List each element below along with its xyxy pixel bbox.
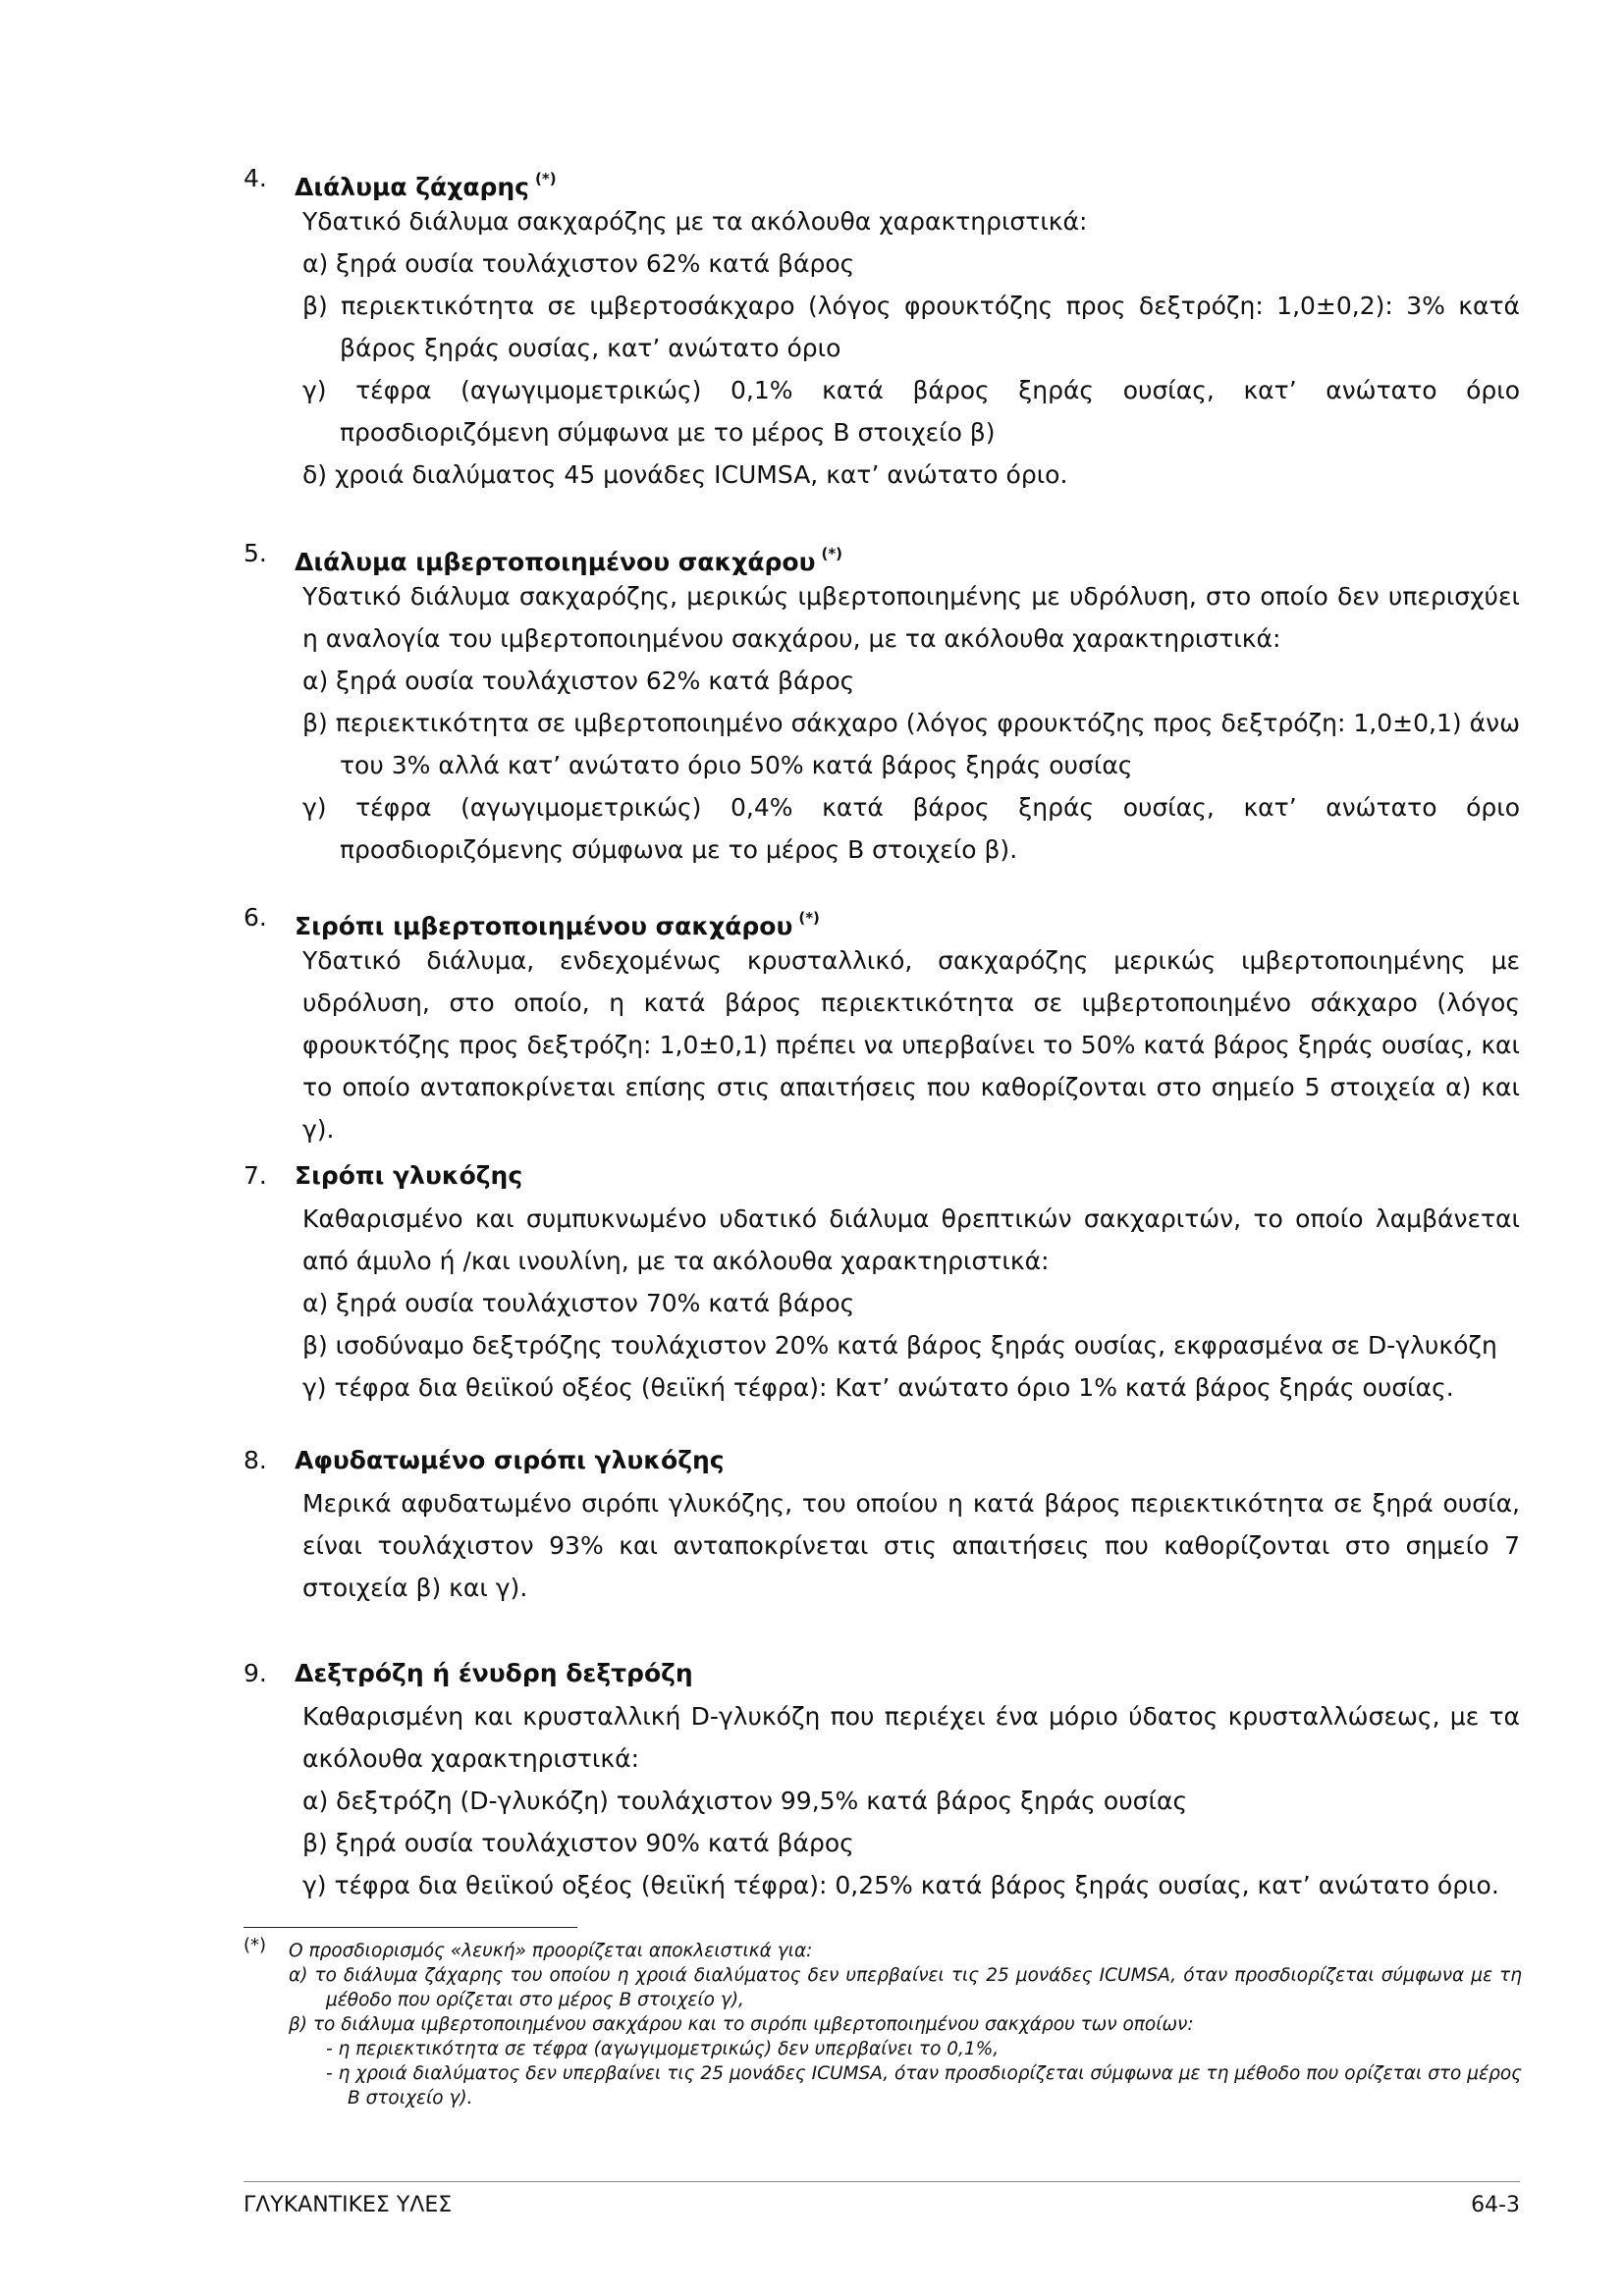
section-9 [244, 1652, 1520, 1906]
section-heading [244, 157, 1520, 200]
section-number: 7. [244, 1161, 267, 1190]
section-title: Αφυδατωμένο σιρόπι γλυκόζης [295, 1446, 725, 1474]
page-number: 64-3 [1471, 2193, 1520, 2217]
section-heading [244, 1439, 1520, 1482]
section-4 [244, 157, 1520, 496]
footnote-intro: Ο προσδιορισμός «λευκή» προορίζεται αποκλειστικά για: [289, 1941, 813, 1961]
list-item: β) περιεκτικότητα σε ιμβερτοσάκχαρο (λόγος φρουκτόζης προς δεξτρόζη: 1,0±0,2): 3% κατά βάρος ξηράς ουσίας, κατ’ ανώτατο όριο [302, 292, 1520, 362]
list-item: δ) χροιά διαλύματος 45 μονάδες ICUMSA, κατ’ ανώτατο όριο. [302, 460, 1068, 489]
section-heading [244, 1652, 1520, 1695]
footnote-marker: (*) [798, 909, 820, 927]
footnote [244, 1935, 1522, 2110]
list-item: α) ξηρά ουσία τουλάχιστον 62% κατά βάρος [302, 667, 855, 695]
section-5 [244, 532, 1520, 871]
list-item: γ) τέφρα (αγωγιμομετρικώς) 0,1% κατά βάρος ξηράς ουσίας, κατ’ ανώτατο όριο προσδιοριζόμενη σύμφωνα με το μέρος Β στοιχείο β) [302, 376, 1520, 447]
section-7 [244, 1154, 1520, 1409]
footer-divider [244, 2181, 1520, 2182]
section-number: 9. [244, 1659, 267, 1687]
list-item: γ) τέφρα δια θειϊκού οξέος (θειϊκή τέφρα): Κατ’ ανώτατο όριο 1% κατά βάρος ξηράς ουσίας. [302, 1373, 1454, 1402]
footnote-divider [244, 1927, 577, 1928]
footnote-marker: (*) [821, 545, 843, 562]
footnote-item: β) το διάλυμα ιμβερτοποιημένου σακχάρου και το σιρόπι ιμβερτοποιημένου σακχάρου των οποίων: [289, 2014, 1194, 2035]
list-item: β) ισοδύναμο δεξτρόζης τουλάχιστον 20% κατά βάρος ξηράς ουσίας, εκφρασμένα σε D-γλυκόζη [302, 1331, 1497, 1360]
section-6 [244, 896, 1520, 1150]
section-number: 4. [244, 164, 267, 192]
list-item: β) περιεκτικότητα σε ιμβερτοποιημένο σάκχαρο (λόγος φρουκτόζης προς δεξτρόζη: 1,0±0,1) άνω του 3% αλλά κατ’ ανώτατο όριο 50% κατά βάρος ξηράς ουσίας [302, 709, 1520, 779]
section-intro: Υδατικό διάλυμα σακχαρόζης, μερικώς ιμβερτοποιημένης με υδρόλυση, στο οποίο δεν υπερισχύει η αναλογία του ιμβερτοποιημένου σακχάρου, με τα ακόλουθα χαρακτηριστικά: [302, 582, 1520, 653]
footnote-subitem: - η χροιά διαλύματος δεν υπερβαίνει τις 25 μονάδες ICUMSA, όταν προσδιορίζεται σύμφωνα με τη μέθοδο που ορίζεται στο μέρος Β στοιχείο γ). [326, 2063, 1522, 2109]
section-heading [244, 532, 1520, 575]
footer-chapter-title: ΓΛΥΚΑΝΤΙΚΕΣ ΥΛΕΣ [244, 2193, 453, 2217]
list-item: γ) τέφρα δια θειϊκού οξέος (θειϊκή τέφρα): 0,25% κατά βάρος ξηράς ουσίας, κατ’ ανώτατο όριο. [302, 1871, 1499, 1899]
section-title: Σιρόπι γλυκόζης [295, 1161, 523, 1190]
section-intro: Καθαρισμένη και κρυσταλλική D-γλυκόζη που περιέχει ένα μόριο ύδατος κρυσταλλώσεως, με τα ακόλουθα χαρακτηριστικά: [302, 1702, 1520, 1773]
section-body: Μερικά αφυδατωμένο σιρόπι γλυκόζης, του οποίου η κατά βάρος περιεκτικότητα σε ξηρά ουσία, είναι τουλάχιστον 93% και ανταποκρίνεται στις απαιτήσεις που καθορίζονται στο σημείο 7 στοιχεία β) και γ). [302, 1489, 1520, 1602]
section-heading [244, 1154, 1520, 1198]
section-title: Δεξτρόζη ή ένυδρη δεξτρόζη [295, 1659, 693, 1687]
footnote-item: α) το διάλυμα ζάχαρης του οποίου η χροιά διαλύματος δεν υπερβαίνει τις 25 μονάδες ICUMSA, όταν προσδιορίζεται σύμφωνα με τη μέθοδο που ορίζεται στο μέρος Β στοιχείο γ), [289, 1965, 1522, 2010]
section-body: Υδατικό διάλυμα, ενδεχομένως κρυσταλλικό, σακχαρόζης μερικώς ιμβερτοποιημένης με υδρόλυση, στο οποίο, η κατά βάρος περιεκτικότητα σε ιμβερτοποιημένο σάκχαρο (λόγος φρουκτόζης προς δεξτρόζη: 1,0±0,1) πρέπει να υπερβαίνει το 50% κατά βάρος ξηράς ουσίας, και το οποίο ανταποκρίνεται επίσης στις απαιτήσεις που καθορίζονται στο σημείο 5 στοιχεία α) και γ). [302, 946, 1520, 1144]
list-item: β) ξηρά ουσία τουλάχιστον 90% κατά βάρος [302, 1829, 854, 1857]
section-8 [244, 1439, 1520, 1609]
footnote-subitem: - η περιεκτικότητα σε τέφρα (αγωγιμομετρικώς) δεν υπερβαίνει το 0,1%, [326, 2039, 1000, 2059]
list-item: α) δεξτρόζη (D-γλυκόζη) τουλάχιστον 99,5% κατά βάρος ξηράς ουσίας [302, 1787, 1188, 1815]
section-intro: Υδατικό διάλυμα σακχαρόζης με τα ακόλουθα χαρακτηριστικά: [302, 207, 1088, 236]
section-intro: Καθαρισμένο και συμπυκνωμένο υδατικό διάλυμα θρεπτικών σακχαριτών, το οποίο λαμβάνεται από άμυλο ή /και ινουλίνη, με τα ακόλουθα χαρακτηριστικά: [302, 1204, 1520, 1275]
list-item: α) ξηρά ουσία τουλάχιστον 70% κατά βάρος [302, 1289, 855, 1317]
list-item: γ) τέφρα (αγωγιμομετρικώς) 0,4% κατά βάρος ξηράς ουσίας, κατ’ ανώτατο όριο προσδιοριζόμενης σύμφωνα με το μέρος Β στοιχείο β). [302, 793, 1520, 864]
footnote-marker: (*) [244, 1935, 267, 1955]
section-number: 8. [244, 1446, 267, 1474]
footnote-marker: (*) [535, 170, 557, 187]
section-number: 6. [244, 903, 267, 932]
section-title: Διάλυμα ιμβερτοποιημένου σακχάρου (*) [295, 545, 843, 576]
list-item: α) ξηρά ουσία τουλάχιστον 62% κατά βάρος [302, 249, 855, 278]
section-title: Σιρόπι ιμβερτοποιημένου σακχάρου (*) [295, 909, 820, 940]
section-number: 5. [244, 539, 267, 567]
section-title: Διάλυμα ζάχαρης (*) [295, 170, 557, 201]
section-heading [244, 896, 1520, 939]
